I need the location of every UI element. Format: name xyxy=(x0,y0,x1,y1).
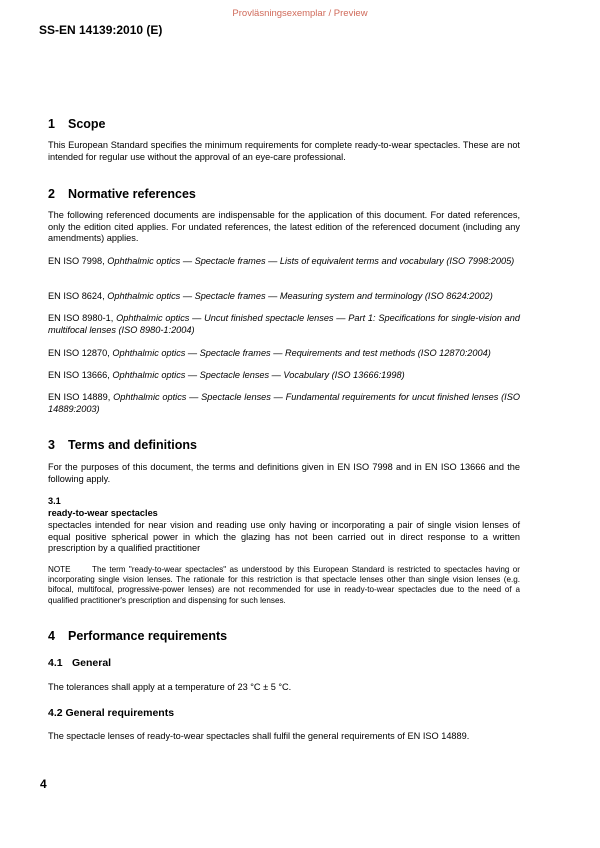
reference-title: Ophthalmic optics — Spectacle frames — Measuring system and terminology (ISO 8624:2002) xyxy=(107,291,493,301)
term-number: 3.1 xyxy=(48,496,61,506)
general-requirements-text: The spectacle lenses of ready-to-wear spectacles shall fulfil the general requirements of EN ISO 14889. xyxy=(48,731,470,741)
section-title: Performance requirements xyxy=(68,629,228,643)
terms-intro: For the purposes of this document, the terms and definitions given in EN ISO 7998 and in EN ISO 13666 and the following apply. xyxy=(48,462,520,484)
subsection-title: General xyxy=(72,657,112,669)
section-number: 4 xyxy=(48,629,55,643)
reference-item xyxy=(48,348,520,360)
page-number: 4 xyxy=(40,777,47,791)
reference-title: Ophthalmic optics — Spectacle frames — Requirements and test methods (ISO 12870:2004) xyxy=(112,348,491,358)
term-note xyxy=(48,565,520,606)
section-3-heading xyxy=(48,438,197,452)
section-2-heading xyxy=(48,187,196,201)
section-1-heading xyxy=(48,117,106,131)
reference-title: Ophthalmic optics — Spectacle lenses — Fundamental requirements for uncut finished lenses (ISO 14889:2003) xyxy=(48,392,521,414)
reference-title: Ophthalmic optics — Spectacle lenses — Vocabulary (ISO 13666:1998) xyxy=(112,370,405,380)
reference-title: Ophthalmic optics — Spectacle frames — Lists of equivalent terms and vocabulary (ISO 7998:2005) xyxy=(107,256,515,266)
term-definition: spectacles intended for near vision and reading use only having or incorporating a pair of single vision lenses of equal positive spherical power in which the glazing has not been carried out in direct response to a written prescription by a qualified practitioner xyxy=(48,520,520,554)
reference-item xyxy=(48,313,520,336)
preview-watermark: Provläsningsexemplar / Preview xyxy=(232,8,368,19)
reference-item xyxy=(48,291,520,303)
document-id: SS-EN 14139:2010 (E) xyxy=(39,23,163,37)
reference-code: EN ISO 12870, xyxy=(48,348,110,358)
section-number: 3 xyxy=(48,438,55,452)
subsection-4-1-heading xyxy=(48,657,111,669)
general-text: The tolerances shall apply at a temperature of 23 °C ± 5 °C. xyxy=(48,682,292,692)
subsection-4-2-heading: 4.2 General requirements xyxy=(48,707,175,719)
section-number: 2 xyxy=(48,187,55,201)
section-title: Terms and definitions xyxy=(68,438,197,452)
reference-code: EN ISO 8980-1, xyxy=(48,313,114,323)
subsection-number: 4.1 xyxy=(48,657,63,669)
reference-title: Ophthalmic optics — Uncut finished spectacle lenses — Part 1: Specifications for single-vision and multifocal lenses (ISO 8980-1:2004) xyxy=(48,313,521,335)
section-title: Scope xyxy=(68,117,106,131)
term-name: ready-to-wear spectacles xyxy=(48,508,158,518)
note-text: The term "ready-to-wear spectacles" as understood by this European Standard is restricted to spectacles having or incorporating single vision lenses. The rationale for this restriction is that spectacle lenses other than single vision lenses (e.g. bifocal, multifocal, progressive-power lenses) are not recommended for use in ready-to-wear spectacles due to the need of a qualified practitioner's prescription and dispensing for such lenses. xyxy=(48,565,520,605)
section-4-heading xyxy=(48,629,227,643)
reference-item xyxy=(48,392,520,415)
reference-item xyxy=(48,370,520,382)
reference-code: EN ISO 13666, xyxy=(48,370,110,380)
note-label: NOTE xyxy=(48,565,71,574)
reference-code: EN ISO 7998, xyxy=(48,256,105,266)
section-number: 1 xyxy=(48,117,55,131)
normative-intro: The following referenced documents are indispensable for the application of this document. For dated references, only the edition cited applies. For undated references, the latest edition of the referenced document (including any amendments) applies. xyxy=(48,210,520,244)
reference-item xyxy=(48,256,520,268)
scope-text: This European Standard specifies the minimum requirements for complete ready-to-wear spectacles. These are not intended for regular use without the approval of an eye-care professional. xyxy=(48,140,520,162)
reference-code: EN ISO 8624, xyxy=(48,291,105,301)
reference-code: EN ISO 14889, xyxy=(48,392,111,402)
section-title: Normative references xyxy=(68,187,196,201)
